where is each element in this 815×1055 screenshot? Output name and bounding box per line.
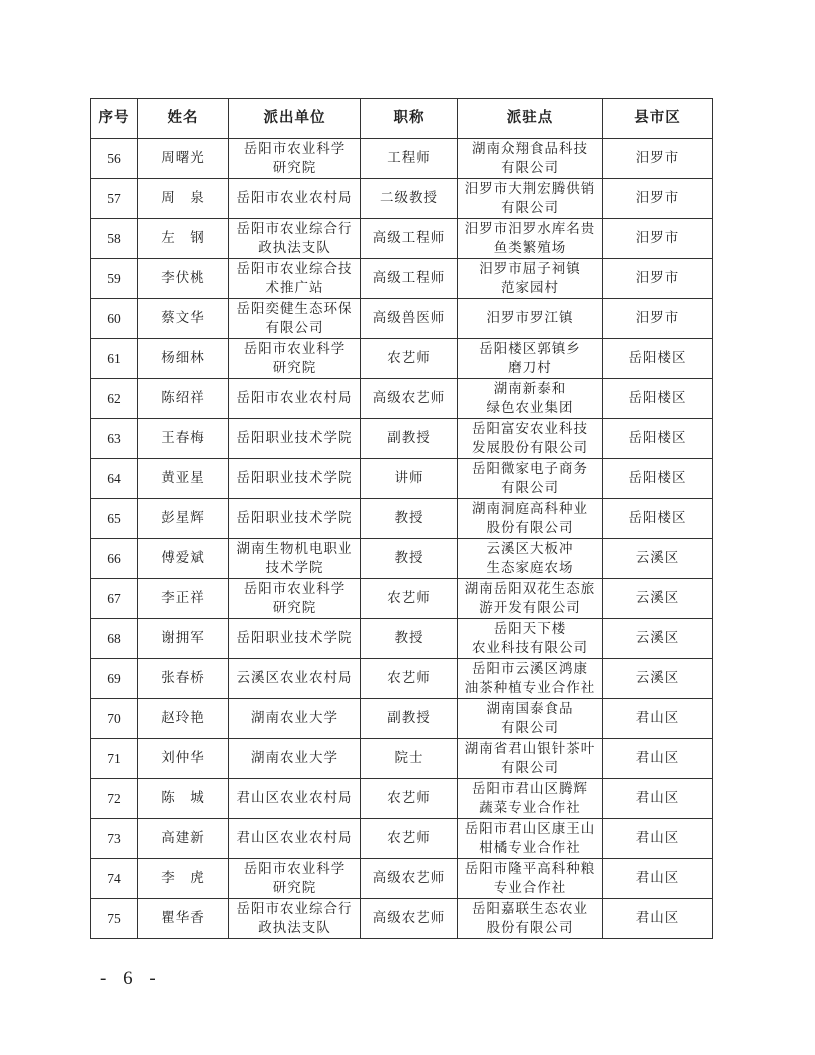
cell-col-index: 67 bbox=[91, 579, 138, 619]
table-row bbox=[91, 619, 713, 659]
cell-col-title: 工程师 bbox=[361, 139, 458, 179]
cell-col-district: 岳阳楼区 bbox=[603, 499, 713, 539]
cell-col-dispatch-unit: 君山区农业农村局 bbox=[229, 819, 361, 859]
cell-col-title: 农艺师 bbox=[361, 779, 458, 819]
cell-col-dispatch-unit: 岳阳市农业科学 研究院 bbox=[229, 339, 361, 379]
cell-col-index: 71 bbox=[91, 739, 138, 779]
cell-col-district: 君山区 bbox=[603, 819, 713, 859]
cell-col-station: 岳阳天下楼 农业科技有限公司 bbox=[458, 619, 603, 659]
cell-col-district: 岳阳楼区 bbox=[603, 339, 713, 379]
header-col-district: 县市区 bbox=[603, 99, 713, 139]
cell-col-index: 72 bbox=[91, 779, 138, 819]
cell-col-name: 谢拥军 bbox=[138, 619, 229, 659]
cell-col-index: 63 bbox=[91, 419, 138, 459]
cell-col-title: 教授 bbox=[361, 539, 458, 579]
table-row bbox=[91, 539, 713, 579]
cell-col-title: 高级工程师 bbox=[361, 219, 458, 259]
cell-col-district: 汨罗市 bbox=[603, 179, 713, 219]
cell-col-station: 汨罗市屈子祠镇 范家园村 bbox=[458, 259, 603, 299]
cell-col-dispatch-unit: 岳阳职业技术学院 bbox=[229, 499, 361, 539]
cell-col-district: 汨罗市 bbox=[603, 259, 713, 299]
cell-col-dispatch-unit: 岳阳市农业综合行 政执法支队 bbox=[229, 899, 361, 939]
cell-col-index: 70 bbox=[91, 699, 138, 739]
cell-col-name: 傅爱斌 bbox=[138, 539, 229, 579]
cell-col-title: 高级兽医师 bbox=[361, 299, 458, 339]
cell-col-name: 高建新 bbox=[138, 819, 229, 859]
cell-col-title: 高级农艺师 bbox=[361, 899, 458, 939]
cell-col-title: 院士 bbox=[361, 739, 458, 779]
cell-col-dispatch-unit: 岳阳市农业科学 研究院 bbox=[229, 139, 361, 179]
cell-col-index: 75 bbox=[91, 899, 138, 939]
cell-col-district: 君山区 bbox=[603, 779, 713, 819]
cell-col-index: 68 bbox=[91, 619, 138, 659]
cell-col-dispatch-unit: 君山区农业农村局 bbox=[229, 779, 361, 819]
cell-col-name: 黄亚星 bbox=[138, 459, 229, 499]
cell-col-dispatch-unit: 岳阳市农业综合技 术推广站 bbox=[229, 259, 361, 299]
table-row bbox=[91, 699, 713, 739]
cell-col-district: 云溪区 bbox=[603, 539, 713, 579]
cell-col-title: 高级农艺师 bbox=[361, 379, 458, 419]
expert-assignment-table bbox=[90, 98, 713, 939]
cell-col-dispatch-unit: 岳阳市农业科学 研究院 bbox=[229, 859, 361, 899]
table-header-row bbox=[91, 99, 713, 139]
cell-col-station: 湖南省君山银针茶叶 有限公司 bbox=[458, 739, 603, 779]
cell-col-district: 汨罗市 bbox=[603, 219, 713, 259]
cell-col-name: 蔡文华 bbox=[138, 299, 229, 339]
cell-col-station: 岳阳嘉联生态农业 股份有限公司 bbox=[458, 899, 603, 939]
cell-col-index: 61 bbox=[91, 339, 138, 379]
cell-col-dispatch-unit: 云溪区农业农村局 bbox=[229, 659, 361, 699]
cell-col-name: 周 泉 bbox=[138, 179, 229, 219]
header-col-index: 序号 bbox=[91, 99, 138, 139]
cell-col-index: 62 bbox=[91, 379, 138, 419]
cell-col-dispatch-unit: 岳阳职业技术学院 bbox=[229, 459, 361, 499]
cell-col-station: 岳阳市君山区腾辉 蔬菜专业合作社 bbox=[458, 779, 603, 819]
cell-col-name: 左 钢 bbox=[138, 219, 229, 259]
cell-col-title: 教授 bbox=[361, 619, 458, 659]
table-row bbox=[91, 379, 713, 419]
table-row bbox=[91, 579, 713, 619]
cell-col-index: 66 bbox=[91, 539, 138, 579]
cell-col-index: 64 bbox=[91, 459, 138, 499]
cell-col-index: 69 bbox=[91, 659, 138, 699]
cell-col-title: 农艺师 bbox=[361, 659, 458, 699]
cell-col-district: 岳阳楼区 bbox=[603, 419, 713, 459]
cell-col-station: 岳阳市君山区康王山 柑橘专业合作社 bbox=[458, 819, 603, 859]
cell-col-title: 副教授 bbox=[361, 419, 458, 459]
cell-col-title: 农艺师 bbox=[361, 339, 458, 379]
cell-col-dispatch-unit: 岳阳市农业农村局 bbox=[229, 379, 361, 419]
cell-col-district: 岳阳楼区 bbox=[603, 459, 713, 499]
cell-col-station: 湖南洞庭高科种业 股份有限公司 bbox=[458, 499, 603, 539]
table-row bbox=[91, 899, 713, 939]
cell-col-name: 彭星辉 bbox=[138, 499, 229, 539]
cell-col-district: 君山区 bbox=[603, 699, 713, 739]
cell-col-station: 汨罗市罗江镇 bbox=[458, 299, 603, 339]
cell-col-title: 讲师 bbox=[361, 459, 458, 499]
cell-col-index: 60 bbox=[91, 299, 138, 339]
cell-col-station: 湖南众翔食品科技 有限公司 bbox=[458, 139, 603, 179]
cell-col-index: 73 bbox=[91, 819, 138, 859]
cell-col-dispatch-unit: 岳阳市农业综合行 政执法支队 bbox=[229, 219, 361, 259]
cell-col-district: 云溪区 bbox=[603, 619, 713, 659]
table-row bbox=[91, 819, 713, 859]
cell-col-district: 云溪区 bbox=[603, 659, 713, 699]
cell-col-dispatch-unit: 岳阳市农业科学 研究院 bbox=[229, 579, 361, 619]
table-row bbox=[91, 259, 713, 299]
table-row bbox=[91, 459, 713, 499]
cell-col-title: 高级农艺师 bbox=[361, 859, 458, 899]
page-number: - 6 - bbox=[100, 968, 162, 989]
cell-col-station: 湖南新泰和 绿色农业集团 bbox=[458, 379, 603, 419]
table-row bbox=[91, 419, 713, 459]
cell-col-name: 李 虎 bbox=[138, 859, 229, 899]
cell-col-dispatch-unit: 岳阳职业技术学院 bbox=[229, 419, 361, 459]
cell-col-title: 农艺师 bbox=[361, 579, 458, 619]
cell-col-station: 岳阳市云溪区鸿康 油茶种植专业合作社 bbox=[458, 659, 603, 699]
cell-col-title: 副教授 bbox=[361, 699, 458, 739]
header-col-title: 职称 bbox=[361, 99, 458, 139]
table-row bbox=[91, 299, 713, 339]
table-row bbox=[91, 139, 713, 179]
cell-col-index: 57 bbox=[91, 179, 138, 219]
cell-col-name: 陈绍祥 bbox=[138, 379, 229, 419]
cell-col-title: 高级工程师 bbox=[361, 259, 458, 299]
header-col-name: 姓名 bbox=[138, 99, 229, 139]
table-row bbox=[91, 179, 713, 219]
cell-col-name: 赵玲艳 bbox=[138, 699, 229, 739]
cell-col-station: 岳阳富安农业科技 发展股份有限公司 bbox=[458, 419, 603, 459]
cell-col-name: 刘仲华 bbox=[138, 739, 229, 779]
cell-col-name: 瞿华香 bbox=[138, 899, 229, 939]
cell-col-dispatch-unit: 湖南生物机电职业 技术学院 bbox=[229, 539, 361, 579]
cell-col-name: 陈 城 bbox=[138, 779, 229, 819]
cell-col-index: 56 bbox=[91, 139, 138, 179]
cell-col-station: 云溪区大板冲 生态家庭农场 bbox=[458, 539, 603, 579]
cell-col-district: 君山区 bbox=[603, 859, 713, 899]
header-col-station: 派驻点 bbox=[458, 99, 603, 139]
cell-col-station: 汨罗市汨罗水库名贵 鱼类繁殖场 bbox=[458, 219, 603, 259]
cell-col-station: 湖南岳阳双花生态旅 游开发有限公司 bbox=[458, 579, 603, 619]
cell-col-title: 二级教授 bbox=[361, 179, 458, 219]
cell-col-index: 74 bbox=[91, 859, 138, 899]
table-row bbox=[91, 219, 713, 259]
cell-col-dispatch-unit: 湖南农业大学 bbox=[229, 739, 361, 779]
cell-col-title: 农艺师 bbox=[361, 819, 458, 859]
cell-col-district: 岳阳楼区 bbox=[603, 379, 713, 419]
cell-col-dispatch-unit: 岳阳职业技术学院 bbox=[229, 619, 361, 659]
cell-col-station: 汨罗市大荆宏腾供销 有限公司 bbox=[458, 179, 603, 219]
cell-col-station: 岳阳楼区郭镇乡 磨刀村 bbox=[458, 339, 603, 379]
cell-col-index: 59 bbox=[91, 259, 138, 299]
cell-col-index: 65 bbox=[91, 499, 138, 539]
table-row bbox=[91, 659, 713, 699]
cell-col-district: 云溪区 bbox=[603, 579, 713, 619]
header-col-dispatch-unit: 派出单位 bbox=[229, 99, 361, 139]
cell-col-name: 李伏桃 bbox=[138, 259, 229, 299]
cell-col-name: 李正祥 bbox=[138, 579, 229, 619]
table-row bbox=[91, 779, 713, 819]
cell-col-dispatch-unit: 湖南农业大学 bbox=[229, 699, 361, 739]
cell-col-name: 杨细林 bbox=[138, 339, 229, 379]
cell-col-district: 君山区 bbox=[603, 739, 713, 779]
cell-col-dispatch-unit: 岳阳市农业农村局 bbox=[229, 179, 361, 219]
table-row bbox=[91, 499, 713, 539]
cell-col-name: 张春桥 bbox=[138, 659, 229, 699]
cell-col-name: 王春梅 bbox=[138, 419, 229, 459]
table-row bbox=[91, 339, 713, 379]
cell-col-station: 岳阳微家电子商务 有限公司 bbox=[458, 459, 603, 499]
cell-col-district: 君山区 bbox=[603, 899, 713, 939]
cell-col-district: 汨罗市 bbox=[603, 299, 713, 339]
cell-col-dispatch-unit: 岳阳奕健生态环保 有限公司 bbox=[229, 299, 361, 339]
cell-col-station: 湖南国泰食品 有限公司 bbox=[458, 699, 603, 739]
cell-col-index: 58 bbox=[91, 219, 138, 259]
table-row bbox=[91, 859, 713, 899]
cell-col-district: 汨罗市 bbox=[603, 139, 713, 179]
cell-col-name: 周曙光 bbox=[138, 139, 229, 179]
cell-col-station: 岳阳市隆平高科种粮 专业合作社 bbox=[458, 859, 603, 899]
cell-col-title: 教授 bbox=[361, 499, 458, 539]
table-row bbox=[91, 739, 713, 779]
